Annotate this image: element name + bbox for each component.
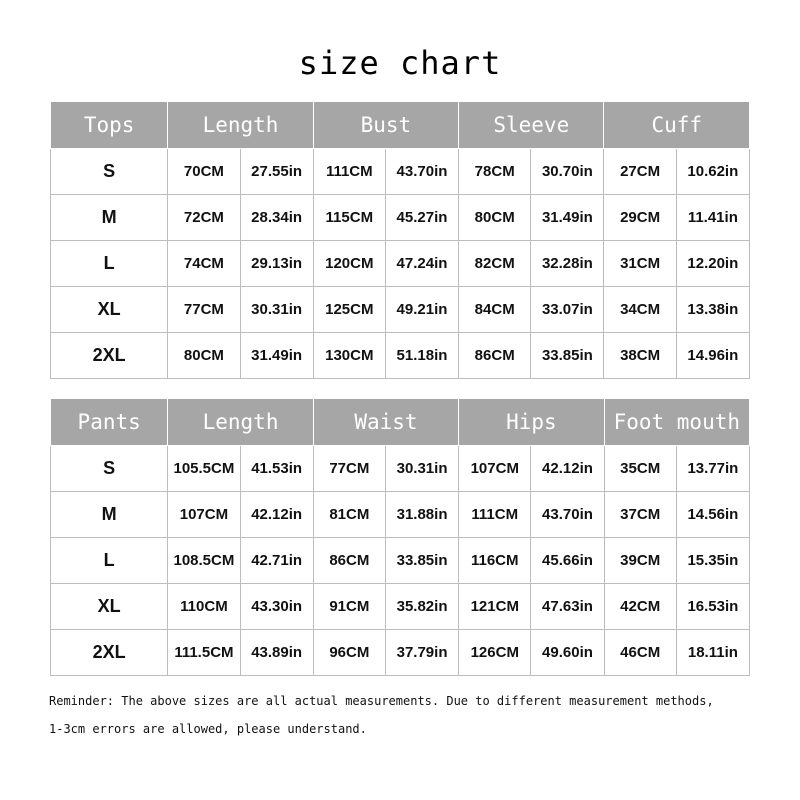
inch-value-cell: 43.70in [385, 149, 458, 195]
cm-value-cell: 96CM [313, 630, 385, 676]
inch-value-cell: 11.41in [676, 195, 749, 241]
inch-value-cell: 10.62in [676, 149, 749, 195]
inch-value-cell: 31.49in [531, 195, 604, 241]
inch-value-cell: 32.28in [531, 241, 604, 287]
cm-value-cell: 42CM [604, 584, 676, 630]
inch-value-cell: 47.24in [385, 241, 458, 287]
inch-value-cell: 49.60in [531, 630, 604, 676]
pants-size-table [50, 398, 750, 676]
size-label: XL [51, 287, 168, 333]
table-row [51, 195, 750, 241]
tops-header-bust: Bust [313, 102, 458, 149]
cm-value-cell: 82CM [459, 241, 531, 287]
cm-value-cell: 108.5CM [168, 538, 240, 584]
size-label: 2XL [51, 333, 168, 379]
size-label: M [51, 492, 168, 538]
tops-header-category: Tops [51, 102, 168, 149]
cm-value-cell: 34CM [604, 287, 676, 333]
inch-value-cell: 14.96in [676, 333, 749, 379]
table-row [51, 538, 750, 584]
inch-value-cell: 18.11in [676, 630, 749, 676]
inch-value-cell: 13.77in [676, 446, 749, 492]
inch-value-cell: 49.21in [385, 287, 458, 333]
cm-value-cell: 107CM [168, 492, 240, 538]
inch-value-cell: 35.82in [385, 584, 458, 630]
inch-value-cell: 13.38in [676, 287, 749, 333]
inch-value-cell: 37.79in [385, 630, 458, 676]
cm-value-cell: 116CM [459, 538, 531, 584]
cm-value-cell: 37CM [604, 492, 676, 538]
cm-value-cell: 84CM [459, 287, 531, 333]
cm-value-cell: 86CM [459, 333, 531, 379]
cm-value-cell: 77CM [313, 446, 385, 492]
cm-value-cell: 115CM [313, 195, 385, 241]
cm-value-cell: 39CM [604, 538, 676, 584]
cm-value-cell: 74CM [168, 241, 240, 287]
size-label: XL [51, 584, 168, 630]
cm-value-cell: 91CM [313, 584, 385, 630]
pants-header-length: Length [168, 399, 313, 446]
inch-value-cell: 28.34in [240, 195, 313, 241]
inch-value-cell: 27.55in [240, 149, 313, 195]
cm-value-cell: 27CM [604, 149, 676, 195]
size-label: L [51, 538, 168, 584]
reminder-line-2: 1-3cm errors are allowed, please understand. [49, 722, 367, 736]
size-label: L [51, 241, 168, 287]
table-row [51, 241, 750, 287]
cm-value-cell: 111CM [313, 149, 385, 195]
cm-value-cell: 86CM [313, 538, 385, 584]
pants-header-waist: Waist [313, 399, 458, 446]
inch-value-cell: 45.27in [385, 195, 458, 241]
pants-header-row [51, 399, 750, 446]
cm-value-cell: 105.5CM [168, 446, 240, 492]
page-title: size chart [298, 44, 502, 82]
inch-value-cell: 51.18in [385, 333, 458, 379]
table-row [51, 446, 750, 492]
inch-value-cell: 33.07in [531, 287, 604, 333]
pants-header-hips: Hips [459, 399, 604, 446]
inch-value-cell: 29.13in [240, 241, 313, 287]
cm-value-cell: 31CM [604, 241, 676, 287]
size-label: S [51, 149, 168, 195]
inch-value-cell: 16.53in [676, 584, 749, 630]
cm-value-cell: 126CM [459, 630, 531, 676]
cm-value-cell: 121CM [459, 584, 531, 630]
inch-value-cell: 12.20in [676, 241, 749, 287]
size-label: M [51, 195, 168, 241]
cm-value-cell: 107CM [459, 446, 531, 492]
table-row [51, 630, 750, 676]
pants-header-foot-mouth: Foot mouth [604, 399, 749, 446]
inch-value-cell: 14.56in [676, 492, 749, 538]
cm-value-cell: 120CM [313, 241, 385, 287]
table-row [51, 287, 750, 333]
inch-value-cell: 42.71in [240, 538, 313, 584]
inch-value-cell: 33.85in [531, 333, 604, 379]
size-label: S [51, 446, 168, 492]
table-row [51, 492, 750, 538]
cm-value-cell: 81CM [313, 492, 385, 538]
inch-value-cell: 45.66in [531, 538, 604, 584]
cm-value-cell: 125CM [313, 287, 385, 333]
inch-value-cell: 47.63in [531, 584, 604, 630]
inch-value-cell: 41.53in [240, 446, 313, 492]
table-row [51, 333, 750, 379]
inch-value-cell: 31.49in [240, 333, 313, 379]
tops-header-length: Length [168, 102, 313, 149]
cm-value-cell: 111CM [459, 492, 531, 538]
inch-value-cell: 33.85in [385, 538, 458, 584]
inch-value-cell: 31.88in [385, 492, 458, 538]
cm-value-cell: 46CM [604, 630, 676, 676]
tops-size-table [50, 101, 750, 379]
cm-value-cell: 70CM [168, 149, 240, 195]
cm-value-cell: 130CM [313, 333, 385, 379]
inch-value-cell: 30.70in [531, 149, 604, 195]
inch-value-cell: 43.30in [240, 584, 313, 630]
cm-value-cell: 80CM [168, 333, 240, 379]
tops-header-row [51, 102, 750, 149]
size-label: 2XL [51, 630, 168, 676]
inch-value-cell: 43.70in [531, 492, 604, 538]
cm-value-cell: 72CM [168, 195, 240, 241]
cm-value-cell: 78CM [459, 149, 531, 195]
tops-header-sleeve: Sleeve [459, 102, 604, 149]
inch-value-cell: 15.35in [676, 538, 749, 584]
cm-value-cell: 110CM [168, 584, 240, 630]
reminder-line-1: Reminder: The above sizes are all actual measurements. Due to different measurement methods, [49, 694, 714, 708]
inch-value-cell: 43.89in [240, 630, 313, 676]
cm-value-cell: 38CM [604, 333, 676, 379]
inch-value-cell: 42.12in [531, 446, 604, 492]
table-row [51, 584, 750, 630]
inch-value-cell: 30.31in [385, 446, 458, 492]
table-row [51, 149, 750, 195]
inch-value-cell: 42.12in [240, 492, 313, 538]
inch-value-cell: 30.31in [240, 287, 313, 333]
cm-value-cell: 80CM [459, 195, 531, 241]
cm-value-cell: 35CM [604, 446, 676, 492]
cm-value-cell: 29CM [604, 195, 676, 241]
tops-header-cuff: Cuff [604, 102, 750, 149]
cm-value-cell: 77CM [168, 287, 240, 333]
pants-header-category: Pants [51, 399, 168, 446]
cm-value-cell: 111.5CM [168, 630, 240, 676]
